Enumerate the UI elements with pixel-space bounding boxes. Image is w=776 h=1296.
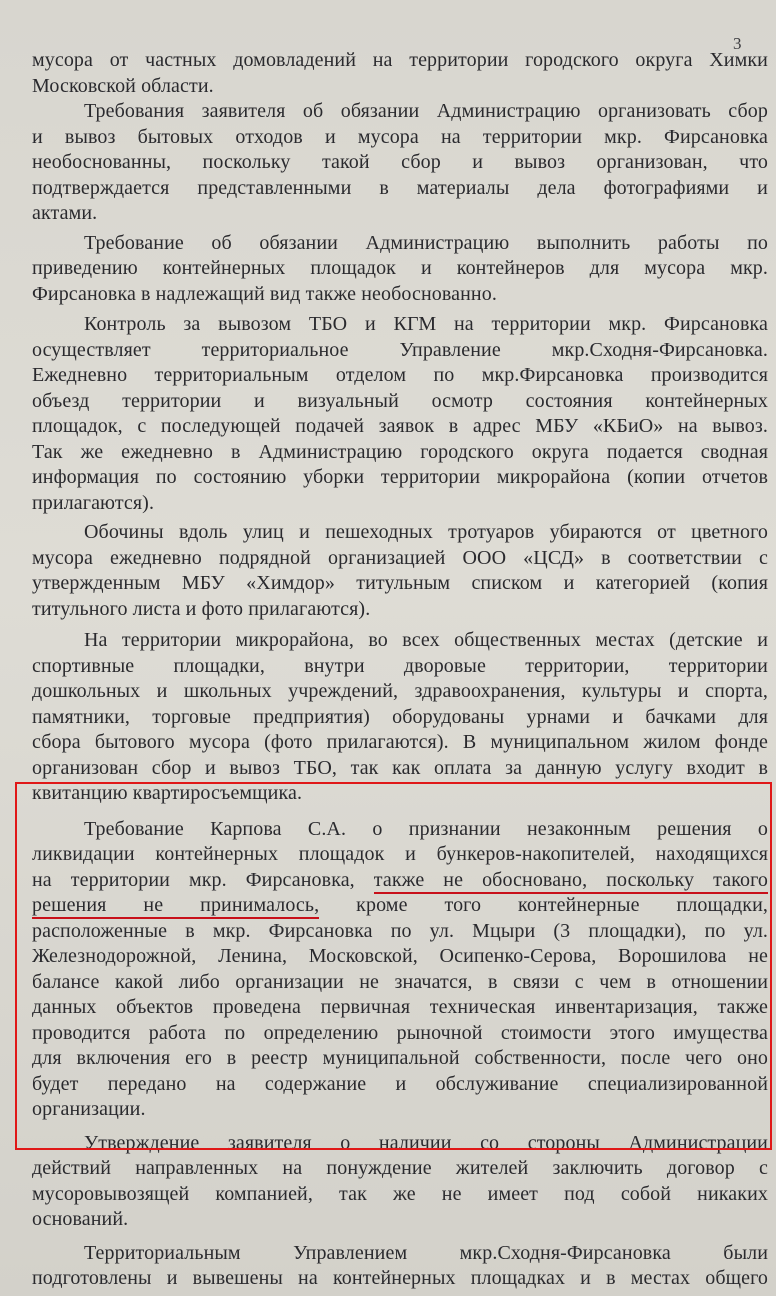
text-line: подтверждается представленными в материалы дела фотографиями и	[32, 176, 768, 199]
text-line: утвержденным МБУ «Химдор» титульным списком и категорией (копия	[32, 572, 768, 594]
text-line: титульного листа и фото прилагаются).	[32, 597, 371, 620]
text-line: На территории микрорайона, во всех общественных местах (детские и	[84, 629, 768, 651]
text-line: Фирсановка в надлежащий вид также необоснованно.	[32, 282, 497, 305]
text-line: Так же ежедневно в Администрацию городского округа подается сводная	[32, 440, 768, 463]
text-line: балансе какой либо организации не значатся, в связи с чем в отношении	[32, 970, 768, 993]
text-line: объезд территории и визуальный осмотр состояния контейнерных	[32, 389, 768, 412]
text-line: спортивные площадки, внутри дворовые территории, территории	[32, 654, 768, 677]
text-line: приведению контейнерных площадок и контейнеров для мусора мкр.	[32, 257, 768, 279]
text-line: Контроль за вывозом ТБО и КГМ на территории мкр. Фирсановка	[84, 313, 768, 335]
text-line: Утверждение заявителя о наличии со стороны Администрации	[84, 1131, 768, 1154]
text-line: площадок, с последующей подачей заявок в адрес МБУ «КБиО» на вывоз.	[32, 415, 768, 437]
text-line: Территориальным Управлением мкр.Сходня-Фирсановка были	[84, 1241, 768, 1264]
text-line: будет передано на содержание и обслуживание специализированной	[32, 1072, 768, 1095]
text-line: Требование Карпова С.А. о признании незаконным решения о	[84, 817, 768, 840]
text-line: и вывоз бытовых отходов и мусора на территории мкр. Фирсановка	[32, 125, 768, 148]
text-line: дошкольных и школьных учреждений, здравоохранения, культуры и спорта,	[32, 680, 768, 702]
text-line: расположенные в мкр. Фирсановка по ул. Мцыри (3 площадки), по ул.	[32, 919, 768, 942]
text-line: данных объектов проведена первичная техническая инвентаризация, также	[32, 996, 768, 1018]
page-number: 3	[733, 34, 742, 53]
text-line: оснований.	[32, 1208, 129, 1230]
red-highlight-box	[15, 782, 772, 1150]
text-line: необоснованны, поскольку такой сбор и вывоз организован, что	[32, 151, 768, 173]
text-line: Железнодорожной, Ленина, Московской, Осипенко-Серова, Ворошилова не	[32, 945, 768, 967]
text-fragment: на территории мкр. Фирсановка,	[32, 868, 374, 891]
text-line: сбора бытового мусора (фото прилагаются). В муниципальном жилом фонде	[32, 731, 768, 753]
text-line: организации.	[32, 1098, 146, 1120]
text-line: Обочины вдоль улиц и пешеходных тротуаров убираются от цветного	[84, 521, 768, 543]
text-line: Ежедневно территориальным отделом по мкр.Фирсановка производится	[32, 364, 768, 386]
text-line: организован сбор и вывоз ТБО, так как оплата за данную услугу входит в	[32, 756, 768, 779]
text-line: ликвидации контейнерных площадок и бункеров-накопителей, находящихся	[32, 843, 768, 865]
text-line: мусоровывозящей компанией, так же не имеет под собой никаких	[32, 1182, 768, 1205]
text-line: Требование об обязании Администрацию выполнить работы по	[84, 231, 768, 254]
text-line: Требования заявителя об обязании Администрацию организовать сбор	[84, 100, 768, 122]
text-fragment: кроме того контейнерные площадки,	[319, 894, 768, 916]
underlined-text: решения не принималось,	[32, 894, 319, 919]
text-line: квитанцию квартиросъемщика.	[32, 782, 303, 804]
text-line: осуществляет территориальное Управление мкр.Сходня-Фирсановка.	[32, 338, 768, 361]
text-line: памятники, торговые предприятия) оборудованы урнами и бачками для	[32, 705, 768, 728]
text-line: Московской области.	[32, 74, 214, 97]
text-line: мусора ежедневно подрядной организацией ООО «ЦСД» в соответствии с	[32, 546, 768, 569]
text-line: проводится работа по определению рыночной стоимости этого имущества	[32, 1021, 768, 1044]
text-line: информация по состоянию уборки территории микрорайона (копии отчетов	[32, 466, 768, 488]
text-line: подготовлены и вывешены на контейнерных площадках и в местах общего	[32, 1267, 768, 1289]
text-line: прилагаются).	[32, 491, 155, 514]
text-line: мусора от частных домовладений на территории городского округа Химки	[32, 49, 768, 71]
underlined-text: также не обосновано, поскольку такого	[374, 869, 768, 894]
text-line: для включения его в реестр муниципальной собственности, после чего оно	[32, 1047, 768, 1069]
text-line: действий направленных на понуждение жителей заключить договор с	[32, 1157, 768, 1179]
text-line: актами.	[32, 202, 98, 224]
